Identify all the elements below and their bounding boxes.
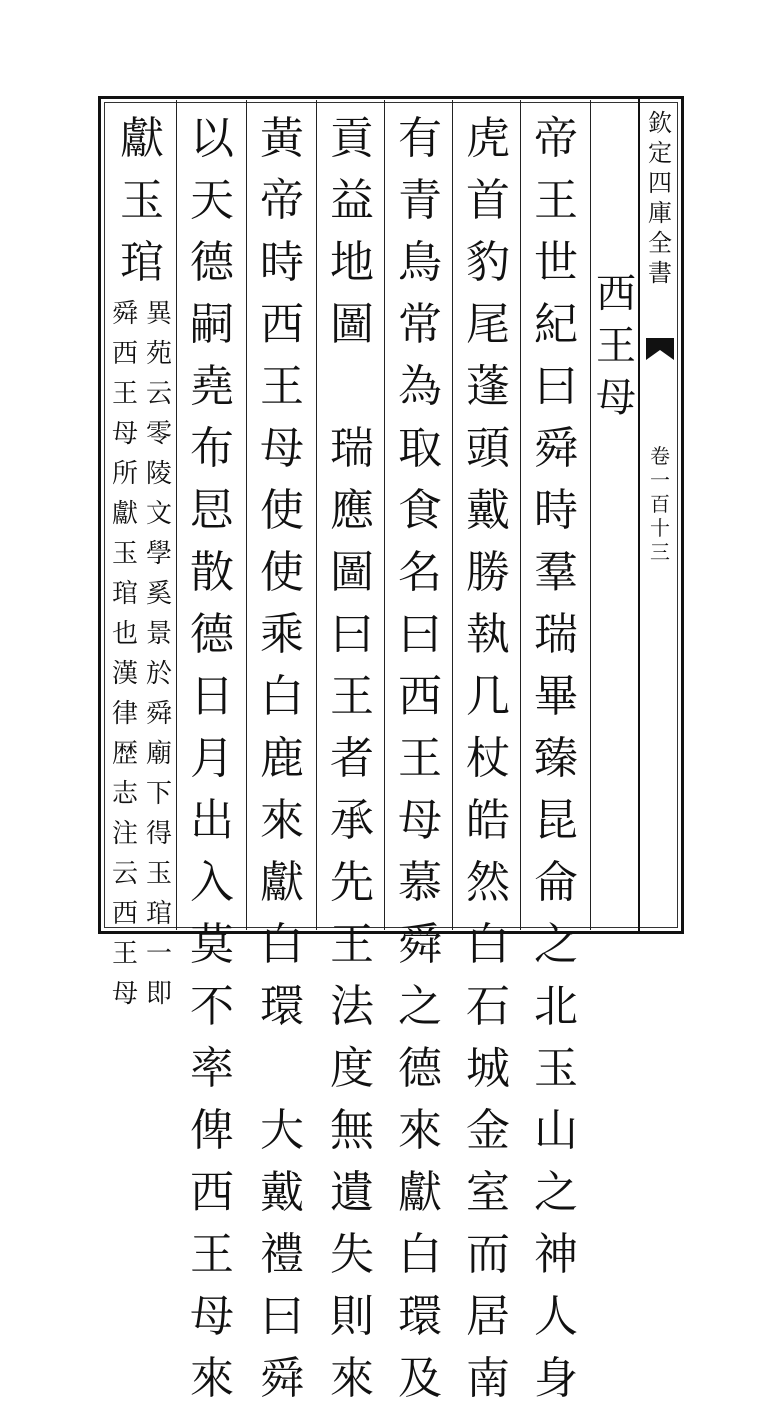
text-character: 勝 [466, 547, 510, 598]
text-character: 圖 [330, 299, 374, 350]
text-character: 食 [398, 485, 442, 536]
commentary-character: 學 [145, 539, 172, 569]
text-character: 曰 [260, 1291, 304, 1342]
text-character: 天 [190, 175, 234, 226]
column-rule [590, 100, 591, 930]
text-character: 失 [330, 1229, 374, 1280]
commentary-character: 玉 [145, 859, 172, 889]
commentary-character: 景 [145, 619, 172, 649]
text-character: 白 [260, 671, 304, 722]
text-column [250, 108, 314, 1410]
margin-character: 一 [650, 468, 670, 492]
commentary-line [111, 294, 139, 1014]
text-character: 尾 [466, 299, 510, 350]
column-rule [316, 100, 317, 930]
text-character: 母 [190, 1291, 234, 1342]
text-character: 青 [398, 175, 442, 226]
text-character: 德 [398, 1043, 442, 1094]
text-character: 來 [398, 1105, 442, 1156]
text-character: 母 [398, 795, 442, 846]
text-character: 玉 [120, 175, 164, 226]
text-character: 王 [534, 175, 578, 226]
text-character: 來 [330, 1353, 374, 1404]
commentary-character: 異 [145, 299, 172, 329]
text-character: 王 [330, 919, 374, 970]
text-character: 羣 [534, 547, 578, 598]
text-character: 城 [466, 1043, 510, 1094]
text-character: 地 [330, 237, 374, 288]
text-character: 王 [330, 671, 374, 722]
text-character: 環 [260, 981, 304, 1032]
text-character: 俾 [190, 1105, 234, 1156]
text-character: 杖 [466, 733, 510, 784]
commentary-character: 下 [145, 779, 172, 809]
margin-character: 四 [648, 169, 672, 197]
margin-character: 定 [648, 139, 672, 167]
text-character: 時 [260, 237, 304, 288]
text-character: 散 [190, 547, 234, 598]
commentary-character: 王 [111, 939, 138, 969]
text-character: 戴 [466, 485, 510, 536]
text-character: 禮 [260, 1229, 304, 1280]
text-character: 王 [190, 1229, 234, 1280]
text-character: 石 [466, 981, 510, 1032]
text-character: 母 [596, 375, 636, 421]
text-character: 鹿 [260, 733, 304, 784]
commentary-character: 即 [145, 979, 172, 1009]
margin-character: 卷 [650, 444, 670, 468]
text-character: 西 [596, 271, 636, 317]
text-character: 圖 [330, 547, 374, 598]
text-character: 時 [534, 485, 578, 536]
margin-character: 欽 [648, 109, 672, 137]
text-character: 益 [330, 175, 374, 226]
text-character: 南 [466, 1353, 510, 1404]
text-character: 以 [190, 113, 234, 164]
commentary-character: 舜 [145, 699, 172, 729]
text-character: 環 [398, 1291, 442, 1342]
margin-character: 全 [648, 229, 672, 257]
text-character: 之 [534, 1167, 578, 1218]
text-character: 日 [190, 671, 234, 722]
commentary-character: 琯 [145, 899, 172, 929]
text-character: 使 [260, 547, 304, 598]
commentary-character: 獻 [111, 499, 138, 529]
text-character: 承 [330, 795, 374, 846]
column-rule [520, 100, 521, 930]
text-character: 金 [466, 1105, 510, 1156]
text-character: 首 [466, 175, 510, 226]
text-character: 白 [466, 919, 510, 970]
text-character: 西 [190, 1167, 234, 1218]
column-rule [176, 100, 177, 930]
text-character: 則 [330, 1291, 374, 1342]
text-character: 鳥 [398, 237, 442, 288]
section-title [592, 268, 640, 424]
text-character: 貢 [330, 113, 374, 164]
commentary-character: 玉 [111, 539, 138, 569]
text-character: 而 [466, 1229, 510, 1280]
text-column [320, 108, 384, 1410]
text-character: 獻 [120, 113, 164, 164]
text-character: 曰 [398, 609, 442, 660]
commentary-character: 一 [145, 939, 172, 969]
volume-number [642, 444, 678, 564]
text-character: 先 [330, 857, 374, 908]
text-character: 白 [398, 1229, 442, 1280]
commentary-character: 得 [145, 819, 172, 849]
text-character: 帝 [260, 175, 304, 226]
text-character: 戴 [260, 1167, 304, 1218]
text-character: 身 [534, 1353, 578, 1404]
text-character: 舜 [534, 423, 578, 474]
text-character: 法 [330, 981, 374, 1032]
text-character: 執 [466, 609, 510, 660]
commentary-character: 苑 [145, 339, 172, 369]
text-character: 山 [534, 1105, 578, 1156]
text-character: 王 [398, 733, 442, 784]
text-character: 之 [398, 981, 442, 1032]
text-character: 侖 [534, 857, 578, 908]
text-character: 獻 [398, 1167, 442, 1218]
text-character: 堯 [190, 361, 234, 412]
column-rule [246, 100, 247, 930]
text-character: 遺 [330, 1167, 374, 1218]
text-character: 蓬 [466, 361, 510, 412]
text-character: 曰 [330, 609, 374, 660]
text-character: 王 [260, 361, 304, 412]
text-character: 獻 [260, 857, 304, 908]
text-character: 世 [534, 237, 578, 288]
commentary-character: 奚 [145, 579, 172, 609]
text-character: 來 [260, 795, 304, 846]
commentary-character: 陵 [145, 459, 172, 489]
text-character: 應 [330, 485, 374, 536]
fish-tail-mark-icon [644, 336, 676, 362]
commentary-character: 舜 [111, 299, 138, 329]
text-character: 皓 [466, 795, 510, 846]
text-character: 然 [466, 857, 510, 908]
text-character: 舜 [398, 919, 442, 970]
commentary-character: 於 [145, 659, 172, 689]
text-character: 豹 [466, 237, 510, 288]
text-character: 畢 [534, 671, 578, 722]
column-rule [452, 100, 453, 930]
text-character: 者 [330, 733, 374, 784]
book-title [642, 108, 678, 288]
text-character: 慕 [398, 857, 442, 908]
text-character: 紀 [534, 299, 578, 350]
commentary-character: 志 [111, 779, 138, 809]
text-character: 曰 [534, 361, 578, 412]
text-character: 昆 [534, 795, 578, 846]
text-character: 頭 [466, 423, 510, 474]
commentary-character: 律 [111, 699, 138, 729]
text-character: 瑞 [534, 609, 578, 660]
margin-divider [638, 96, 640, 934]
text-character: 玉 [534, 1043, 578, 1094]
text-character: 無 [330, 1105, 374, 1156]
text-character: 名 [398, 547, 442, 598]
text-column [180, 108, 244, 1410]
text-character: 大 [260, 1105, 304, 1156]
text-character: 㤙 [190, 485, 234, 536]
commentary-block [111, 294, 173, 1014]
commentary-character: 漢 [111, 659, 138, 689]
text-character: 嗣 [190, 299, 234, 350]
text-character: 瑞 [330, 423, 374, 474]
text-character: 琯 [120, 237, 164, 288]
text-character: 布 [190, 423, 234, 474]
text-character: 王 [596, 323, 636, 369]
column-space [320, 356, 384, 418]
text-character: 月 [190, 733, 234, 784]
text-character: 度 [330, 1043, 374, 1094]
commentary-character: 琯 [111, 579, 138, 609]
text-character: 為 [398, 361, 442, 412]
margin-character: 書 [648, 259, 672, 287]
text-character: 莫 [190, 919, 234, 970]
text-character: 虎 [466, 113, 510, 164]
text-character: 之 [534, 919, 578, 970]
commentary-character: 零 [145, 419, 172, 449]
commentary-character: 所 [111, 459, 138, 489]
text-column [388, 108, 452, 1410]
text-character: 室 [466, 1167, 510, 1218]
commentary-character: 西 [111, 899, 138, 929]
commentary-character: 云 [111, 859, 138, 889]
text-character: 西 [398, 671, 442, 722]
commentary-character: 云 [145, 379, 172, 409]
text-character: 舜 [260, 1353, 304, 1404]
text-character: 入 [190, 857, 234, 908]
commentary-character: 廟 [145, 739, 172, 769]
text-character: 母 [260, 423, 304, 474]
text-character: 取 [398, 423, 442, 474]
text-character: 北 [534, 981, 578, 1032]
text-character: 白 [260, 919, 304, 970]
text-column [456, 108, 520, 1410]
commentary-character: 西 [111, 339, 138, 369]
commentary-character: 王 [111, 379, 138, 409]
margin-character: 三 [650, 540, 670, 564]
text-column-commentary [108, 108, 176, 1014]
commentary-line [145, 294, 173, 1014]
commentary-character: 母 [111, 979, 138, 1009]
text-character: 人 [534, 1291, 578, 1342]
text-character: 出 [190, 795, 234, 846]
text-character: 黃 [260, 113, 304, 164]
text-character: 德 [190, 609, 234, 660]
text-character: 神 [534, 1229, 578, 1280]
commentary-character: 文 [145, 499, 172, 529]
text-character: 帝 [534, 113, 578, 164]
text-character: 及 [398, 1353, 442, 1404]
text-column [524, 108, 588, 1410]
margin-character: 庫 [648, 199, 672, 227]
text-character: 乘 [260, 609, 304, 660]
column-space [250, 1038, 314, 1100]
margin-character: 十 [650, 516, 670, 540]
text-character: 使 [260, 485, 304, 536]
commentary-character: 也 [111, 619, 138, 649]
text-character: 臻 [534, 733, 578, 784]
commentary-character: 注 [111, 819, 138, 849]
text-character: 不 [190, 981, 234, 1032]
text-character: 几 [466, 671, 510, 722]
margin-character: 百 [650, 492, 670, 516]
text-character: 常 [398, 299, 442, 350]
text-character: 率 [190, 1043, 234, 1094]
commentary-character: 歴 [111, 739, 138, 769]
commentary-character: 母 [111, 419, 138, 449]
text-character: 德 [190, 237, 234, 288]
text-character: 居 [466, 1291, 510, 1342]
column-rule [384, 100, 385, 930]
text-character: 西 [260, 299, 304, 350]
text-character: 有 [398, 113, 442, 164]
text-character: 來 [190, 1353, 234, 1404]
